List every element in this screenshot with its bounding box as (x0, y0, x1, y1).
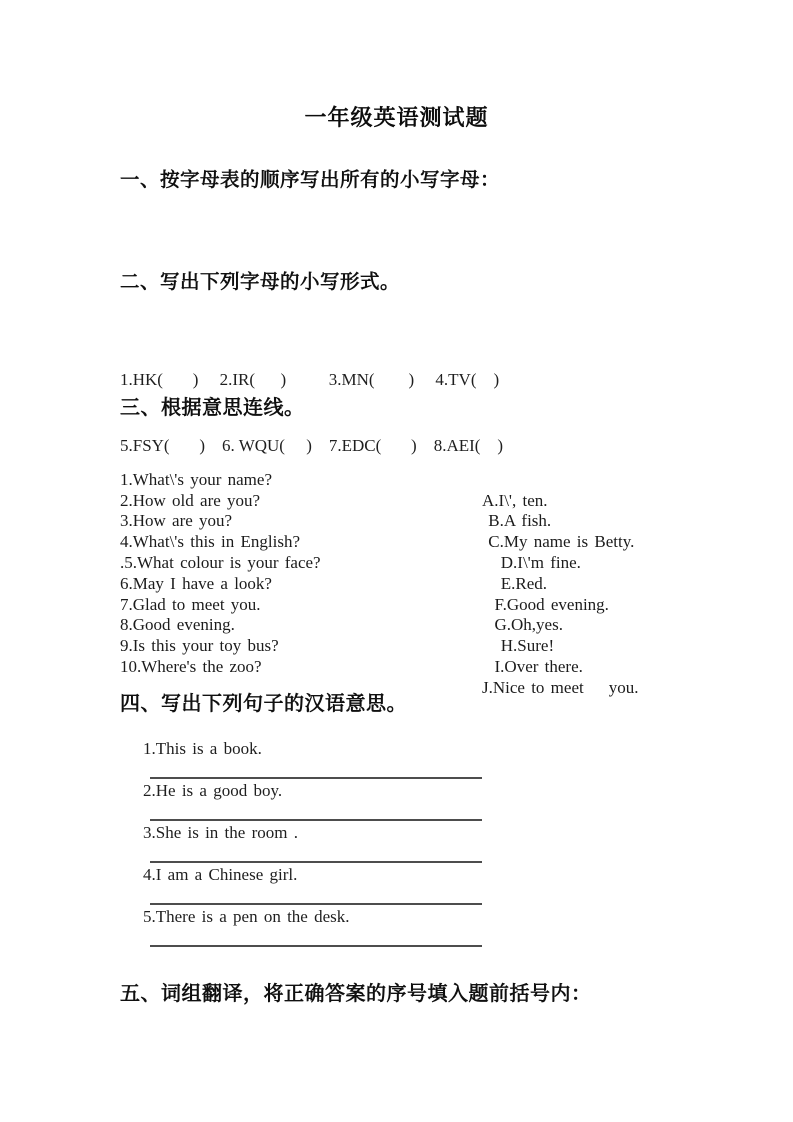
match-answer: C.My name is Betty. (482, 532, 635, 552)
translation-sentence: 3.She is in the room . (143, 823, 298, 842)
answer-blank-line (150, 903, 482, 905)
match-question: 8.Good evening. (120, 615, 235, 635)
section-2-heading: 二、写出下列字母的小写形式。 (120, 271, 401, 293)
match-answer: A.I\', ten. (482, 490, 548, 510)
answer-blank-line (150, 861, 482, 863)
letter-exercise-row: 1.HK( ) 2.IR( ) 3.MN( ) 4.TV( ) (120, 370, 500, 389)
matching-exercise-block (120, 449, 680, 697)
match-answer: I.Over there. (482, 656, 583, 676)
section-1-heading: 一、按字母表的顺序写出所有的小写字母： (120, 169, 501, 191)
match-answer: G.Oh,yes. (482, 615, 563, 635)
match-question: 4.What\'s this in English? (120, 532, 300, 552)
match-question: 6.May I have a look? (120, 573, 272, 593)
answer-blank-line (150, 777, 482, 779)
match-question: 9.Is this your toy bus? (120, 636, 279, 656)
letter-exercise-row: 5.FSY( ) 6. WQU( ) 7.EDC( ) 8.AEI( ) (120, 436, 504, 455)
translation-sentence: 5.There is a pen on the desk. (143, 907, 350, 926)
match-question: 3.How are you? (120, 511, 233, 531)
match-answer: E.Red. (482, 573, 548, 593)
match-question: 1.What\'s your name? (120, 469, 272, 489)
match-answer: H.Sure! (482, 636, 555, 656)
section-4-heading: 四、写出下列句子的汉语意思。 (120, 693, 407, 715)
answer-blank-line (150, 945, 482, 947)
translation-sentence: 1.This is a book. (143, 739, 262, 758)
translation-sentence: 4.I am a Chinese girl. (143, 865, 298, 884)
match-question: 7.Glad to meet you. (120, 594, 261, 614)
page-title: 一年级英语测试题 (304, 105, 489, 130)
section-3-heading: 三、根据意思连线。 (120, 397, 305, 419)
match-question: .5.What colour is your face? (120, 552, 321, 572)
match-question: 10.Where's the zoo? (120, 656, 262, 676)
answer-blank-line (150, 819, 482, 821)
match-answer: B.A fish. (482, 511, 552, 531)
match-answer: J.Nice to meet you. (482, 677, 639, 697)
match-answer: D.I\'m fine. (482, 552, 581, 572)
section-5-heading: 五、词组翻译，将正确答案的序号填入题前括号内： (120, 983, 592, 1005)
translation-sentence: 2.He is a good boy. (143, 781, 283, 800)
match-question: 2.How old are you? (120, 490, 261, 510)
match-answer: F.Good evening. (482, 594, 609, 614)
